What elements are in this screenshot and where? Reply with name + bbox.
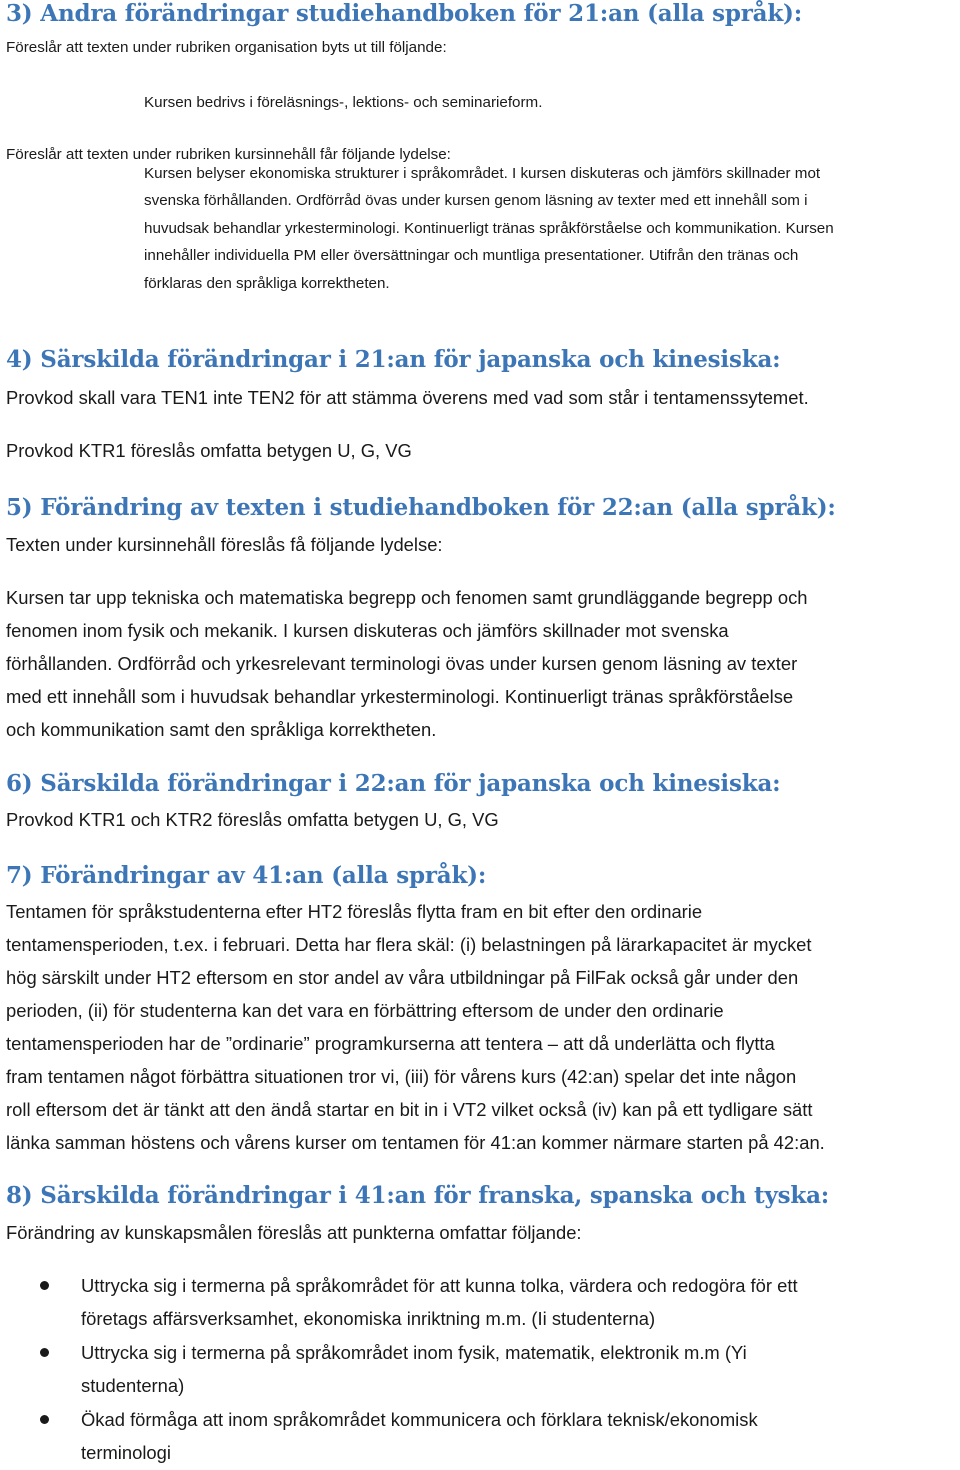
bullet-icon — [40, 1348, 49, 1357]
section-4-provkod-ten1: Provkod skall vara TEN1 inte TEN2 för att stämma överens med vad som står i tentamenssytemet. — [6, 387, 809, 408]
body-line: länka samman höstens och vårens kurser om tentamen för 41:an kommer närmare starten på 42:an. — [6, 1132, 825, 1153]
body-line: hög särskilt under HT2 eftersom en stor andel av våra utbildningar på FilFak också går under den — [6, 967, 799, 988]
heading-section-5: 5) Förändring av texten i studiehandboken för 22:an (alla språk): — [6, 494, 836, 521]
list-item-line: Uttrycka sig i termerna på språkområdet inom fysik, matematik, elektronik m.m (Yi — [81, 1342, 747, 1363]
list-item-line: företags affärsverksamhet, ekonomiska inriktning m.m. (Ii studenterna) — [81, 1308, 656, 1329]
heading-section-3: 3) Andra förändringar studiehandboken för 21:an (alla språk): — [6, 0, 803, 27]
body-line: roll eftersom det är tänkt att den ändå startar en bit in i VT2 vilket också (iv) kan på ett tydligare sätt — [6, 1099, 813, 1120]
quote-line: huvudsak behandlar yrkesterminologi. Kontinuerligt tränas språkförståelse och kommunikation. Kursen — [144, 219, 834, 237]
list-item — [0, 1403, 960, 1469]
section-4-provkod-ktr1: Provkod KTR1 föreslås omfatta betygen U, G, VG — [6, 440, 412, 461]
heading-section-8: 8) Särskilda förändringar i 41:an för franska, spanska och tyska: — [6, 1182, 830, 1209]
section-6-provkod: Provkod KTR1 och KTR2 föreslås omfatta betygen U, G, VG — [6, 809, 499, 830]
body-line: tentamensperioden har de ”ordinarie” programkurserna att tentera – att då underlätta och flytta — [6, 1033, 775, 1054]
list-item-line: studenterna) — [81, 1375, 185, 1396]
list-item — [0, 1269, 960, 1335]
section-8-intro: Förändring av kunskapsmålen föreslås att punkterna omfattar följande: — [6, 1222, 582, 1243]
quote-line: förklaras den språkliga korrektheten. — [144, 274, 390, 292]
body-line: förhållanden. Ordförråd och yrkesrelevant terminologi övas under kursen genom läsning av texter — [6, 653, 798, 674]
section-5-intro: Texten under kursinnehåll föreslås få följande lydelse: — [6, 534, 443, 555]
quote-line: innehåller individuella PM eller översättningar och muntliga presentationer. Utifrån den tränas och — [144, 247, 799, 265]
list-item-line: Ökad förmåga att inom språkområdet kommunicera och förklara teknisk/ekonomisk — [81, 1409, 758, 1430]
section-3-quote-kursinnehall — [144, 160, 944, 297]
quote-line: Kursen belyser ekonomiska strukturer i språkområdet. I kursen diskuteras och jämförs skillnader mot — [144, 165, 821, 182]
quote-line: svenska förhållanden. Ordförråd övas under kursen genom läsning av texter med ett innehåll som i — [144, 192, 808, 210]
list-item-line: Uttrycka sig i termerna på språkområdet för att kunna tolka, värdera och redogöra för ett — [81, 1275, 798, 1296]
body-line: fenomen inom fysik och mekanik. I kursen diskuteras och jämförs skillnader mot svenska — [6, 620, 729, 641]
section-8-bullet-list — [0, 1269, 960, 1470]
body-line: perioden, (ii) för studenterna kan det vara en förbättring eftersom de under den ordinarie — [6, 1000, 724, 1021]
heading-section-7: 7) Förändringar av 41:an (alla språk): — [6, 862, 487, 889]
section-7-body — [6, 895, 958, 1159]
bullet-icon — [40, 1281, 49, 1290]
body-line: med ett innehåll som i huvudsak behandlar yrkesterminologi. Kontinuerligt tränas språkförståelse — [6, 686, 794, 707]
section-3-intro-kursinnehall: Föreslår att texten under rubriken kursinnehåll får följande lydelse: — [6, 146, 451, 163]
body-line: fram tentamen något förbättra situationen tror vi, (iii) för vårens kurs (42:an) spelar det inte någon — [6, 1066, 797, 1087]
list-item — [0, 1336, 960, 1402]
heading-section-6: 6) Särskilda förändringar i 22:an för japanska och kinesiska: — [6, 770, 781, 797]
list-item-line: terminologi — [81, 1442, 171, 1463]
body-line: Kursen tar upp tekniska och matematiska begrepp och fenomen samt grundläggande begrepp och — [6, 587, 808, 608]
section-3-quote-organisation: Kursen bedrivs i föreläsnings-, lektions- och seminarieform. — [144, 94, 543, 111]
bullet-icon — [40, 1415, 49, 1424]
section-3-intro-organisation: Föreslår att texten under rubriken organisation byts ut till följande: — [6, 39, 447, 56]
body-line: tentamensperioden, t.ex. i februari. Detta har flera skäl: (i) belastningen på lärarkapacitet är mycket — [6, 934, 812, 955]
section-5-body — [6, 581, 958, 746]
body-line: och kommunikation samt den språkliga korrektheten. — [6, 719, 437, 740]
body-line: Tentamen för språkstudenterna efter HT2 föreslås flytta fram en bit efter den ordinarie — [6, 901, 703, 922]
heading-section-4: 4) Särskilda förändringar i 21:an för japanska och kinesiska: — [6, 346, 781, 373]
